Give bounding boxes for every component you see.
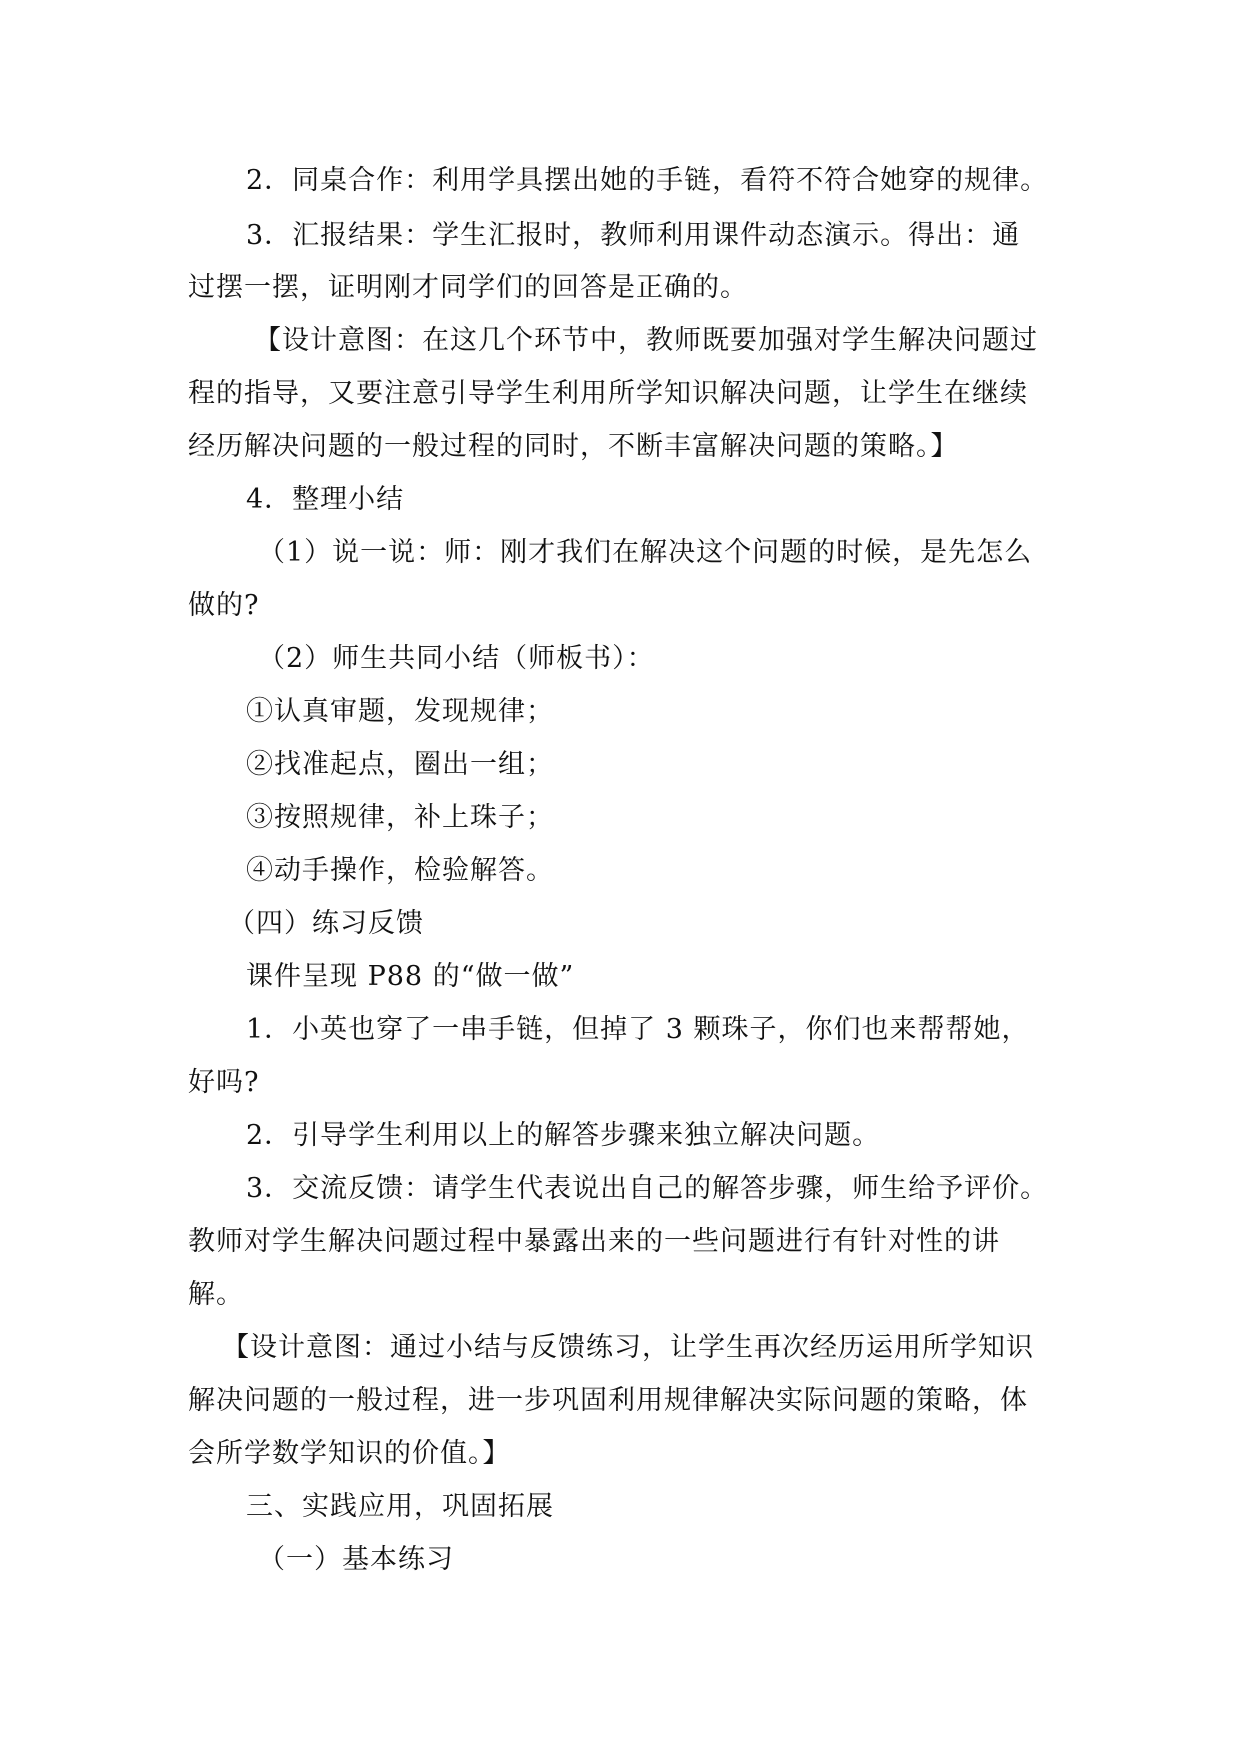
text-line: 【设计意图：在这几个环节中，教师既要加强对学生解决问题过 xyxy=(254,325,1038,356)
text-line: 程的指导，又要注意引导学生利用所学知识解决问题，让学生在继续 xyxy=(188,378,1028,409)
text-line: ②找准起点，圈出一组； xyxy=(246,749,554,780)
text-line: ①认真审题，发现规律； xyxy=(246,696,554,727)
text-line: （1）说一说：师：刚才我们在解决这个问题的时候，是先怎么 xyxy=(258,537,1033,568)
text-line: ④动手操作，检验解答。 xyxy=(246,855,554,886)
text-line: 3．交流反馈：请学生代表说出自己的解答步骤，师生给予评价。 xyxy=(246,1173,1049,1204)
text-line: 做的? xyxy=(188,590,260,621)
text-line: （四）练习反馈 xyxy=(228,908,424,939)
text-line: 过摆一摆，证明刚才同学们的回答是正确的。 xyxy=(188,272,748,303)
text-line: 三、实践应用，巩固拓展 xyxy=(246,1491,554,1522)
text-line: 解决问题的一般过程，进一步巩固利用规律解决实际问题的策略，体 xyxy=(188,1385,1028,1416)
text-line: 解。 xyxy=(188,1279,244,1310)
text-line: 3．汇报结果：学生汇报时，教师利用课件动态演示。得出：通 xyxy=(246,220,1021,251)
text-line: 会所学数学知识的价值。】 xyxy=(188,1438,511,1469)
text-line: （2）师生共同小结（师板书）： xyxy=(258,643,655,674)
text-line: （一）基本练习 xyxy=(258,1544,454,1575)
text-line: 教师对学生解决问题过程中暴露出来的一些问题进行有针对性的讲 xyxy=(188,1226,1000,1257)
text-line: ③按照规律，补上珠子； xyxy=(246,802,554,833)
text-line: 经历解决问题的一般过程的同时，不断丰富解决问题的策略。】 xyxy=(188,431,959,462)
text-line: 2．同桌合作：利用学具摆出她的手链，看符不符合她穿的规律。 xyxy=(246,165,1049,196)
text-line: 4．整理小结 xyxy=(246,484,405,515)
text-line: 好吗? xyxy=(188,1067,260,1098)
text-line: 2．引导学生利用以上的解答步骤来独立解决问题。 xyxy=(246,1120,881,1151)
text-line: 1．小英也穿了一串手链，但掉了 3 颗珠子，你们也来帮帮她， xyxy=(246,1014,1030,1045)
text-line: 课件呈现 P88 的“做一做” xyxy=(246,961,575,992)
text-line: 【设计意图：通过小结与反馈练习，让学生再次经历运用所学知识 xyxy=(222,1332,1034,1363)
